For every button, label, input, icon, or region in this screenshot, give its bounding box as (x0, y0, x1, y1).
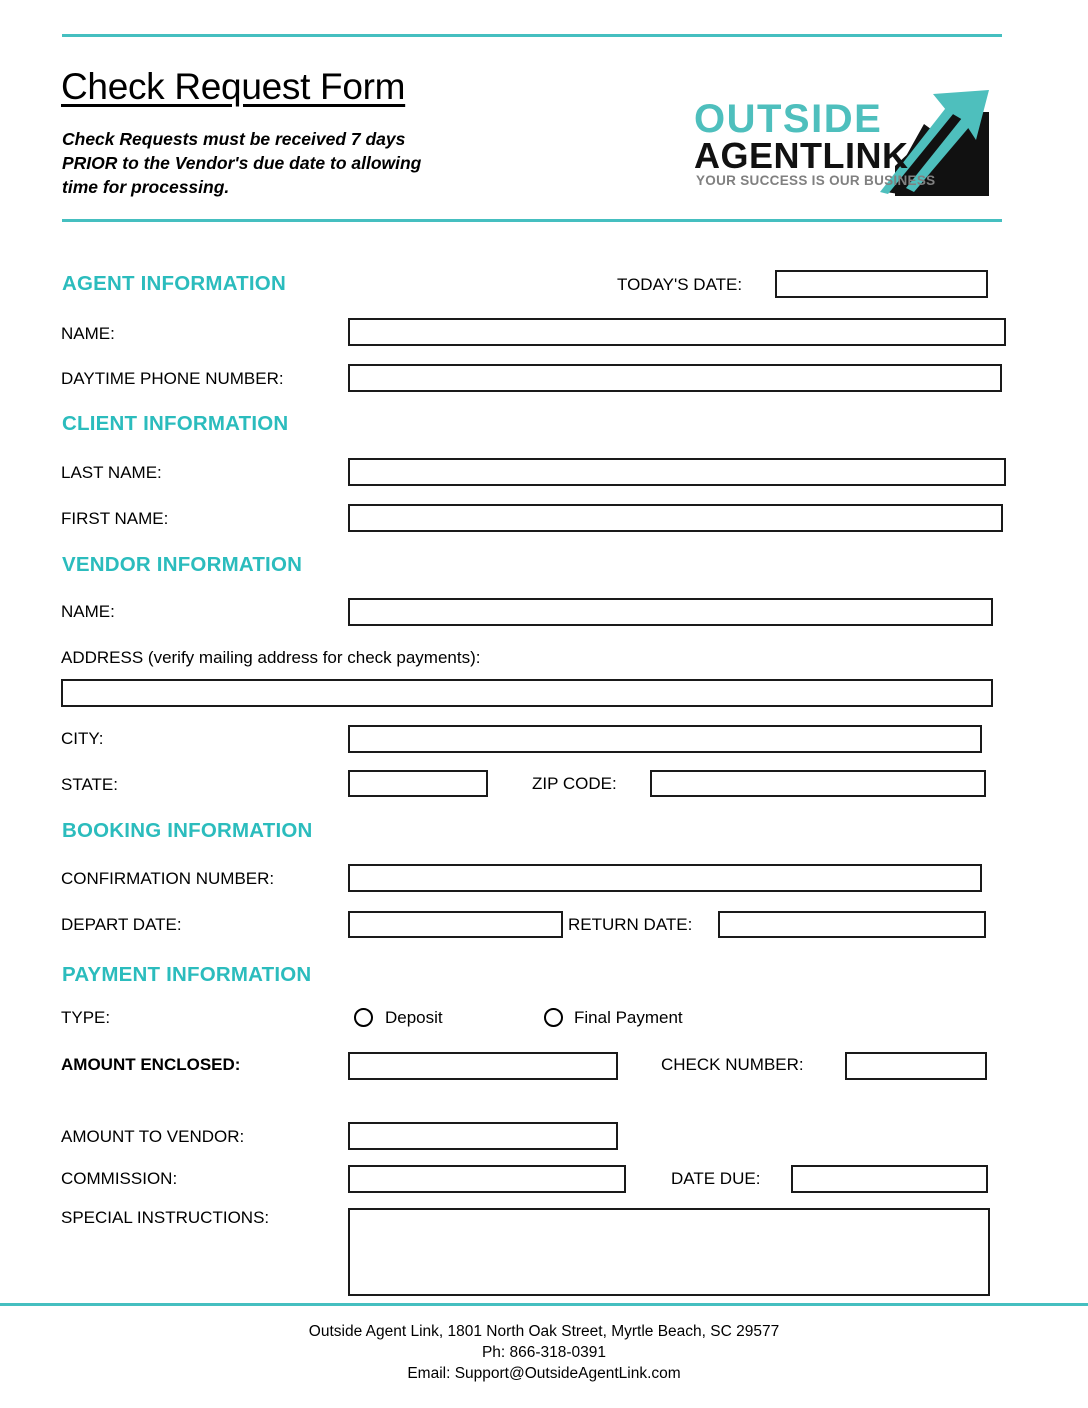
daytime-phone-number-label: DAYTIME PHONE NUMBER: (61, 369, 284, 388)
confirmation-number-label: CONFIRMATION NUMBER: (61, 869, 275, 888)
agent-name-label: NAME: (61, 324, 115, 343)
commission-label: COMMISSION: (61, 1169, 178, 1188)
payment-type-label: TYPE: (61, 1008, 111, 1027)
radio-deposit-label[interactable]: Deposit (385, 1008, 443, 1027)
date-due-input[interactable] (791, 1165, 988, 1193)
amount-to-vendor-label: AMOUNT TO VENDOR: (61, 1127, 245, 1146)
section-heading-booking-information: BOOKING INFORMATION (62, 819, 313, 842)
special-instructions-label: SPECIAL INSTRUCTIONS: (61, 1208, 270, 1227)
logo-line1: OUTSIDE (694, 97, 883, 141)
amount-enclosed-input[interactable] (348, 1052, 618, 1080)
vendor-address-label: ADDRESS (verify mailing address for check payments): (61, 648, 481, 667)
top-divider-rule (62, 34, 1002, 37)
agent-name-input[interactable] (348, 318, 1006, 346)
vendor-zip-code-input[interactable] (650, 770, 986, 797)
section-heading-client-information: CLIENT INFORMATION (62, 412, 289, 435)
vendor-state-input[interactable] (348, 770, 488, 797)
client-first-name-label: FIRST NAME: (61, 509, 169, 528)
footer-address-line: Outside Agent Link, 1801 North Oak Street, Myrtle Beach, SC 29577 (308, 1323, 780, 1340)
daytime-phone-number-input[interactable] (348, 364, 1002, 392)
section-heading-vendor-information: VENDOR INFORMATION (62, 553, 303, 576)
section-heading-payment-information: PAYMENT INFORMATION (62, 963, 312, 986)
todays-date-label: TODAY'S DATE: (617, 275, 743, 294)
vendor-city-label: CITY: (61, 729, 104, 748)
check-number-label: CHECK NUMBER: (661, 1055, 804, 1074)
depart-date-input[interactable] (348, 911, 563, 938)
radio-deposit[interactable] (354, 1008, 373, 1027)
depart-date-label: DEPART DATE: (61, 915, 182, 934)
return-date-input[interactable] (718, 911, 986, 938)
vendor-state-label: STATE: (61, 775, 118, 794)
commission-input[interactable] (348, 1165, 626, 1193)
logo-tagline: YOUR SUCCESS IS OUR BUSINESS (696, 173, 936, 188)
vendor-name-label: NAME: (61, 602, 115, 621)
form-instructions-note: Check Requests must be received 7 days PRIOR to the Vendor's due date to allowing time for processing. (62, 129, 422, 197)
confirmation-number-input[interactable] (348, 864, 982, 892)
client-last-name-input[interactable] (348, 458, 1006, 486)
section-heading-agent-information: AGENT INFORMATION (62, 272, 286, 295)
date-due-label: DATE DUE: (671, 1169, 761, 1188)
footer-phone-line: Ph: 866-318-0391 (481, 1344, 607, 1361)
vendor-name-input[interactable] (348, 598, 993, 626)
vendor-city-input[interactable] (348, 725, 982, 753)
amount-to-vendor-input[interactable] (348, 1122, 618, 1150)
check-number-input[interactable] (845, 1052, 987, 1080)
header-divider-rule (62, 219, 1002, 222)
radio-final-payment[interactable] (544, 1008, 563, 1027)
vendor-address-input[interactable] (61, 679, 993, 707)
outside-agentlink-logo (690, 88, 1000, 196)
footer-divider-rule (0, 1303, 1088, 1306)
radio-final-payment-label[interactable]: Final Payment (574, 1008, 683, 1027)
client-last-name-label: LAST NAME: (61, 463, 162, 482)
special-instructions-textarea[interactable] (348, 1208, 990, 1296)
vendor-zip-code-label: ZIP CODE: (532, 774, 617, 793)
amount-enclosed-label: AMOUNT ENCLOSED: (61, 1055, 241, 1074)
todays-date-input[interactable] (775, 270, 988, 298)
page-title: Check Request Form (61, 66, 406, 107)
return-date-label: RETURN DATE: (568, 915, 693, 934)
footer-email-line: Email: Support@OutsideAgentLink.com (407, 1365, 681, 1382)
logo-line2: AGENTLINK (694, 135, 909, 176)
client-first-name-input[interactable] (348, 504, 1003, 532)
